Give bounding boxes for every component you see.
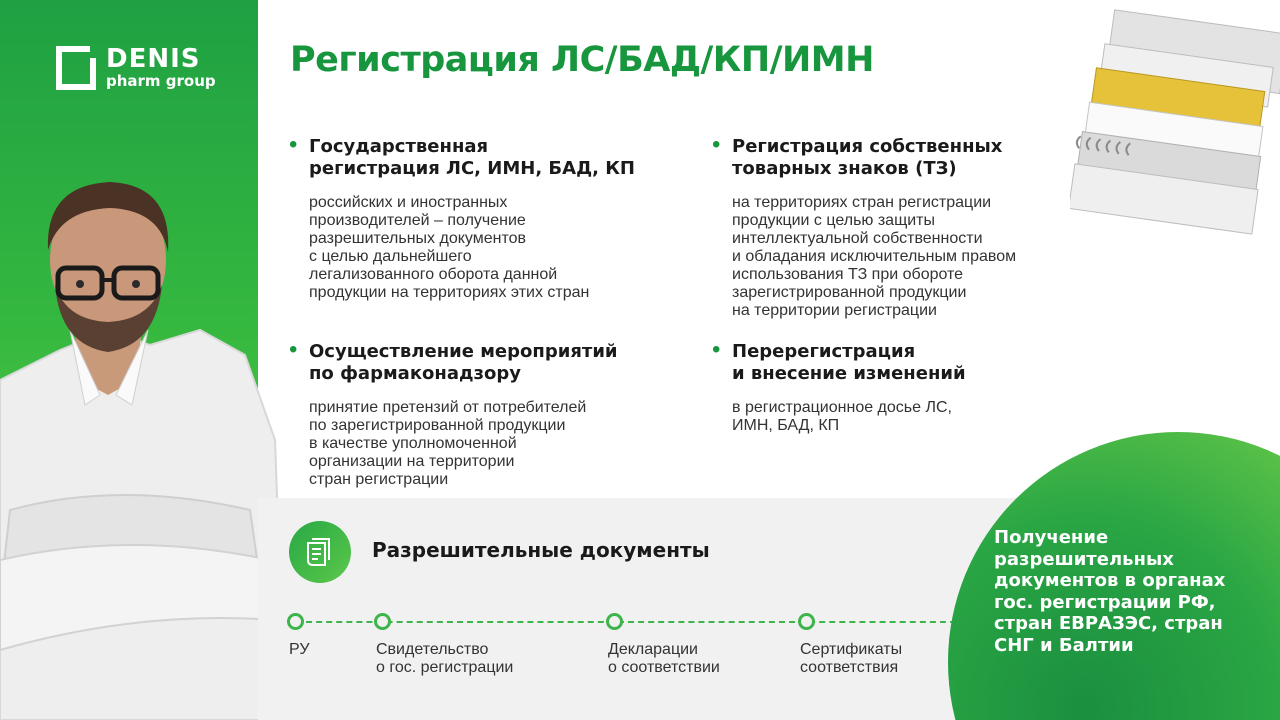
person-photo [0, 180, 290, 720]
documents-title: Разрешительные документы [372, 538, 710, 562]
section-heading: Перерегистрация и внесение изменений [732, 341, 966, 384]
bullet-icon: • [289, 131, 298, 158]
brand-name: DENIS [106, 44, 201, 74]
timeline-label: Свидетельство о гос. регистрации [376, 641, 514, 676]
page-title: Регистрация ЛС/БАД/КП/ИМН [290, 40, 874, 80]
section-body: принятие претензий от потребителей по зарегистрированной продукции в качестве уполномоченной организации на территории стран регистрации [309, 399, 587, 488]
timeline-node [374, 613, 391, 630]
timeline-label: РУ [289, 641, 310, 658]
section-body: российских и иностранных производителей – получение разрешительных документов с целью дальнейшего легализованного оборота данной продукции на территориях этих стран [309, 194, 590, 301]
brand-logo [56, 46, 216, 92]
section-heading: Осуществление мероприятий по фармаконадзору [309, 341, 618, 384]
timeline-node [798, 613, 815, 630]
timeline-label: Декларации о соответствии [608, 641, 720, 676]
bullet-icon: • [712, 336, 721, 363]
logo-icon [56, 46, 100, 92]
section-reregistration [712, 336, 1072, 435]
section-heading: Государственная регистрация ЛС, ИМН, БАД, КП [309, 136, 635, 179]
section-body: на территориях стран регистрации продукции с целью защиты интеллектуальной собственности и обладания исключительным правом использования ТЗ при обороте зарегистрированной продукции на территории регистрации [732, 194, 1017, 319]
timeline-node [287, 613, 304, 630]
documents-stack-image [1070, 0, 1280, 250]
bullet-icon: • [712, 131, 721, 158]
timeline-label: Сертификаты соответствия [800, 641, 903, 676]
brand-subtitle: pharm group [106, 72, 216, 90]
document-scroll-icon [289, 521, 351, 583]
section-pharmacovigilance [289, 336, 649, 489]
section-heading: Регистрация собственных товарных знаков (ТЗ) [732, 136, 1003, 179]
section-state-registration [289, 131, 649, 302]
timeline-node [606, 613, 623, 630]
summary-text: Получение разрешительных документов в органах гос. регистрации РФ, стран ЕВРАЗЭС, стран СНГ и Балтии [994, 527, 1226, 656]
timeline-line [296, 621, 956, 623]
section-trademarks [712, 131, 1072, 320]
section-body: в регистрационное досье ЛС, ИМН, БАД, КП [732, 399, 952, 434]
bullet-icon: • [289, 336, 298, 363]
